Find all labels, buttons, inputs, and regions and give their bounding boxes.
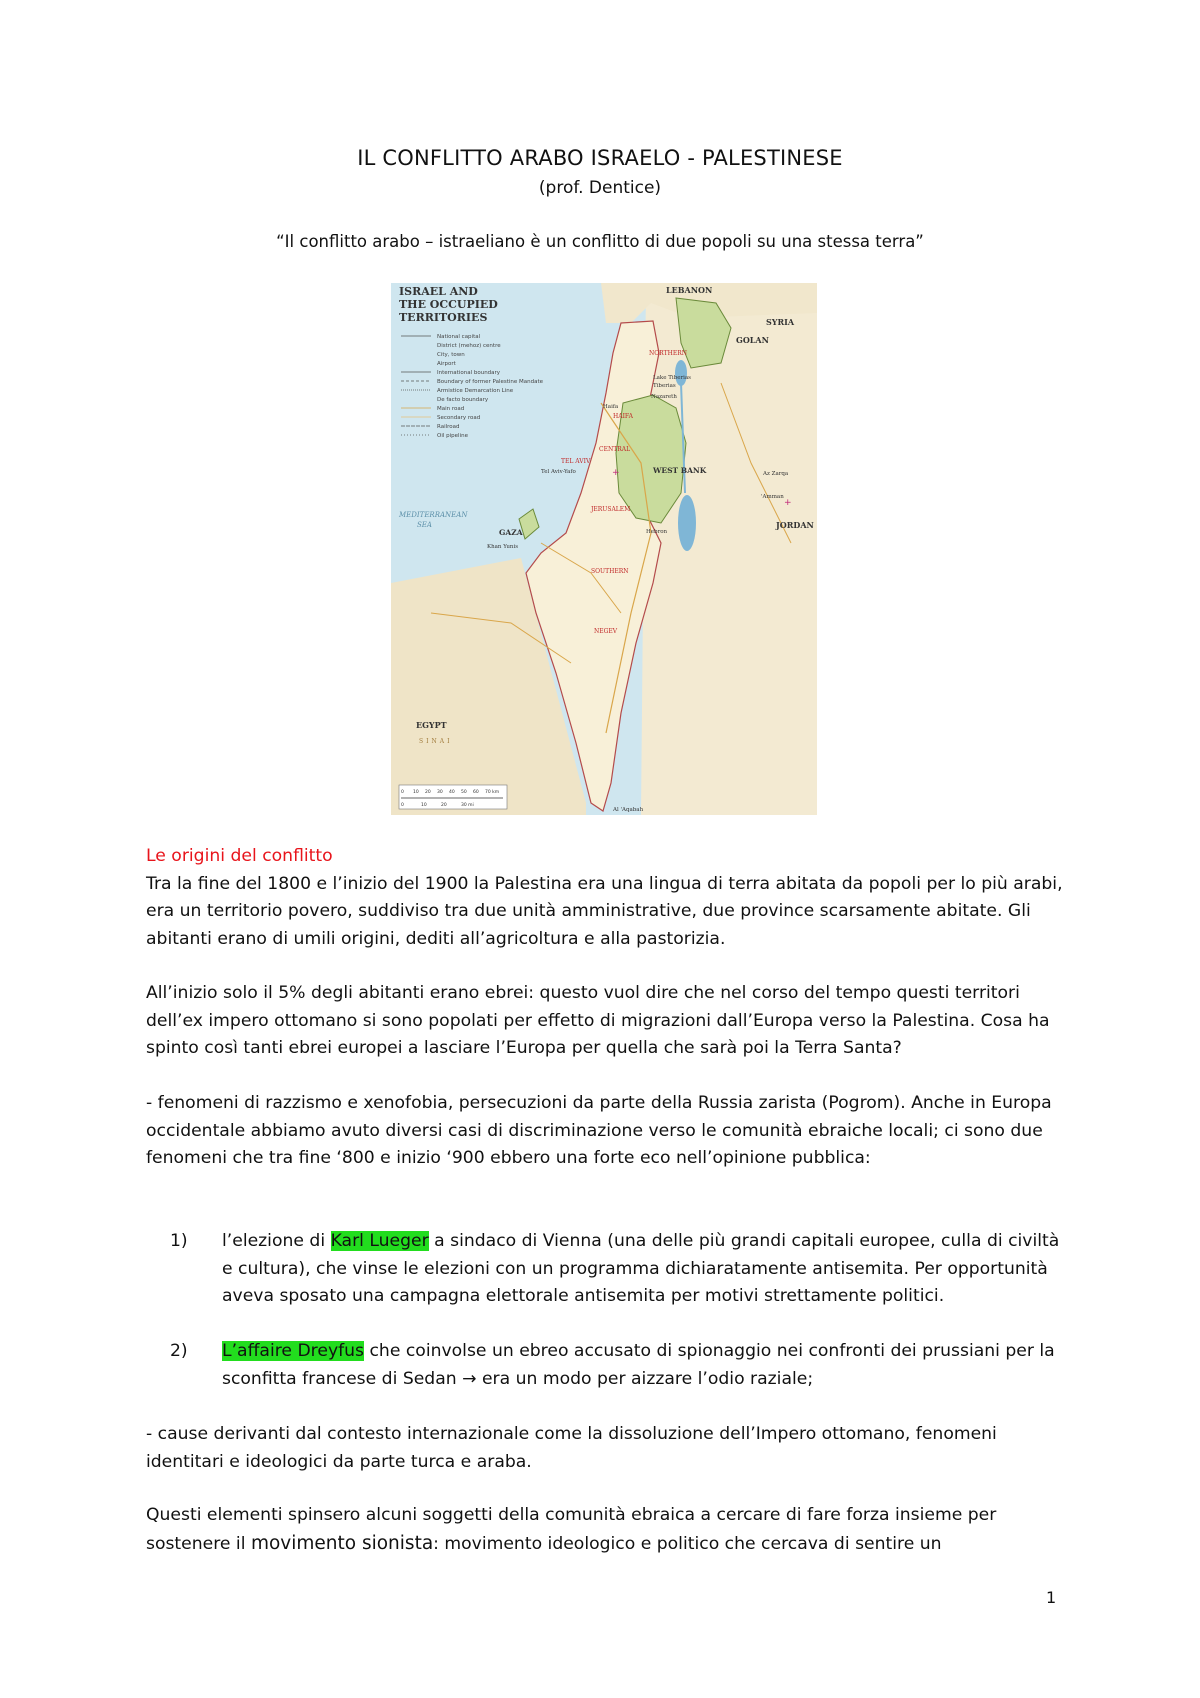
map-label: Tiberias — [653, 383, 676, 389]
legend-item: International boundary — [437, 370, 501, 376]
map-label: 'Amman — [761, 494, 784, 500]
paragraph-block — [146, 1090, 1066, 1173]
israel-map-image — [391, 283, 817, 815]
paragraph-text: : movimento ideologico e politico che cercava di sentire un — [433, 1533, 942, 1554]
scale-label: 20 — [441, 803, 447, 808]
highlighted-name: L’affaire Dreyfus — [222, 1341, 365, 1361]
list-text — [222, 1228, 1062, 1311]
highlighted-name: Karl Lueger — [330, 1231, 429, 1251]
scale-label: 60 — [473, 790, 479, 795]
paragraph-block — [146, 1502, 1066, 1558]
map-label: JORDAN — [776, 520, 814, 530]
document-subtitle: (prof. Dentice) — [538, 178, 662, 198]
map-label: WEST BANK — [653, 466, 707, 475]
scale-label: 0 — [401, 803, 404, 808]
document-title: IL CONFLITTO ARABO ISRAELO - PALESTINESE — [357, 146, 843, 170]
list-text-post: a sindaco di Vienna (una delle più grandi capitali europee, culla di civiltà e cultura), che vinse le elezioni con un programma dichiaratamente antisemita. Per opportunità aveva sposato una campagna elettorale antisemita per motivi strettamente politici. — [222, 1231, 1060, 1306]
map-label: Al 'Aqabah — [613, 807, 644, 813]
map-label: Khan Yunis — [487, 544, 519, 550]
map-title-line-2: THE OCCUPIED — [399, 298, 498, 311]
legend-item: District (mehoz) centre — [437, 343, 501, 349]
scale-label: 30 — [437, 790, 443, 795]
legend-item: Secondary road — [437, 415, 481, 421]
section-heading: Le origini del conflitto — [146, 846, 333, 866]
scale-label: 40 — [449, 790, 455, 795]
map-label: EGYPT — [416, 720, 447, 730]
section-origins — [146, 843, 1066, 953]
map-label: SINAI — [419, 738, 453, 745]
scale-label: 10 — [421, 803, 427, 808]
map-label: CENTRAL — [599, 446, 631, 453]
paragraph-text: Questi elementi spinsero alcuni soggetti della comunità ebraica a cercare di fare forza insieme per sostenere il — [146, 1505, 997, 1554]
paragraph — [146, 1502, 1066, 1558]
map-label: JERUSALEM — [591, 506, 631, 513]
map-title-line-1: ISRAEL AND — [399, 285, 478, 298]
list-text-pre: l’elezione di — [222, 1231, 331, 1251]
map-label: MEDITERRANEAN — [399, 511, 468, 519]
emphasized-term: movimento sionista — [250, 1532, 434, 1554]
map-label: SYRIA — [766, 317, 795, 327]
opening-quote: “Il conflitto arabo – istraeliano è un conflitto di due popoli su una stessa terra” — [276, 232, 924, 251]
list-text — [222, 1338, 1062, 1393]
paragraph-block — [146, 1421, 1066, 1476]
legend-item: Armistice Demarcation Line — [437, 388, 514, 394]
legend-item: National capital — [437, 334, 481, 340]
paragraph: - cause derivanti dal contesto internazionale come la dissoluzione dell’Impero ottomano, fenomeni identitari e ideologici da parte turca e araba. — [146, 1424, 997, 1472]
paragraph: Tra la fine del 1800 e l’inizio del 1900 la Palestina era una lingua di terra abitata da popoli per lo più arabi, era un territorio povero, suddiviso tra due unità amministrative, due province scarsamente abitate. Gli abitanti erano di umili origini, dediti all’agricoltura e alla pastorizia. — [146, 873, 1063, 949]
map-label: SOUTHERN — [591, 568, 629, 575]
map-label: Lake Tiberias — [653, 375, 691, 381]
scale-label: 20 — [425, 790, 431, 795]
list-text-post: che coinvolse un ebreo accusato di spionaggio nei confronti dei prussiani per la sconfitta francese di Sedan → era un modo per aizzare l’odio raziale; — [222, 1341, 1055, 1389]
legend-item: Main road — [437, 406, 465, 412]
scale-label: 70 km — [485, 790, 500, 795]
map-title-line-3: TERRITORIES — [399, 311, 488, 324]
map-label: HAIFA — [613, 413, 633, 420]
scale-label: 50 — [461, 790, 467, 795]
list-number: 1) — [170, 1231, 188, 1251]
list-number: 2) — [170, 1341, 188, 1361]
map-label: Hebron — [646, 529, 668, 535]
svg-text:+: + — [612, 468, 620, 478]
scale-label: 0 — [401, 790, 404, 795]
map-label: Tel Aviv-Yafo — [541, 469, 576, 475]
map-label: Nazareth — [651, 394, 677, 400]
page-number: 1 — [1046, 1588, 1057, 1607]
legend-item: City, town — [437, 352, 465, 358]
paragraph: - fenomeni di razzismo e xenofobia, persecuzioni da parte della Russia zarista (Pogrom). Anche in Europa occidentale abbiamo avuto diversi casi di discriminazione verso le comunità ebraiche locali; ci sono due fenomeni che tra fine ‘800 e inizio ‘900 ebbero una forte eco nell’opinione pubblica: — [146, 1093, 1052, 1168]
map-label: Haifa — [603, 404, 619, 410]
legend-item: Airport — [437, 361, 456, 367]
map-label: LEBANON — [666, 285, 713, 295]
map-label: GOLAN — [736, 335, 769, 345]
legend-item: Boundary of former Palestine Mandate — [437, 379, 544, 385]
map-label: Az Zarqa — [763, 471, 789, 477]
paragraph: All’inizio solo il 5% degli abitanti erano ebrei: questo vuol dire che nel corso del tempo questi territori dell’ex impero ottomano si sono popolati per effetto di migrazioni dall’Europa verso la Palestina. Cosa ha spinto così tanti ebrei europei a lasciare l’Europa per quella che sarà poi la Terra Santa? — [146, 983, 1050, 1058]
svg-text:+: + — [784, 498, 792, 508]
map-label: NORTHERN — [649, 350, 687, 357]
legend-item: Railroad — [437, 424, 460, 430]
scale-label: 10 — [413, 790, 419, 795]
legend-item: De facto boundary — [437, 397, 489, 403]
map-label: SEA — [417, 521, 432, 529]
paragraph-block — [146, 980, 1066, 1063]
legend-item: Oil pipeline — [437, 433, 468, 439]
map-label: NEGEV — [594, 628, 618, 635]
scale-label: 30 mi — [461, 803, 474, 808]
map-label: GAZA — [499, 528, 523, 537]
map-label: TEL AVIV — [561, 458, 591, 465]
